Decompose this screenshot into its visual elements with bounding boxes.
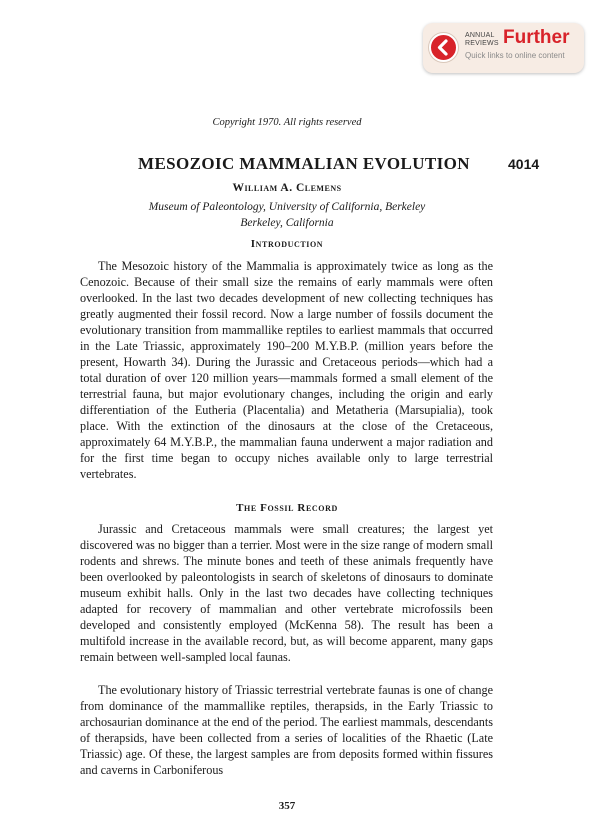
further-logo-text: Further <box>503 27 570 48</box>
further-badge[interactable] <box>423 23 584 73</box>
copyright-notice: Copyright 1970. All rights reserved <box>212 117 362 128</box>
quick-links-text[interactable]: Quick links to online content <box>465 51 565 60</box>
section-heading-fossil-record: The Fossil Record <box>236 502 338 514</box>
article-title: MESOZOIC MAMMALIAN EVOLUTION <box>138 154 470 173</box>
author-affiliation <box>0 199 574 231</box>
paragraph: Jurassic and Cretaceous mammals were small creatures; the largest yet discovered was no bigger than a terrier. Most were in the size range of modern small rodents and shrews. The minute bones and teeth of these animals frequently have been overlooked by paleontologists in search of skeletons of dinosaurs to dominate museum exhibit halls. Only in the last two decades have collecting techniques adapted for recovery of mammalian and other vertebrate microfossils been developed and consistently employed (McKenna 58). The result has been a multifold increase in the available record, but, as will become apparent, many gaps remain between well-sampled local faunas. <box>80 522 493 664</box>
author-name: William A. Clemens <box>232 182 342 194</box>
affiliation-line: Museum of Paleontology, University of California, Berkeley <box>148 201 426 213</box>
article-code: 4014 <box>508 156 540 172</box>
section-heading-introduction: Introduction <box>250 238 324 250</box>
paragraph: The Mesozoic history of the Mammalia is approximately twice as long as the Cenozoic. Because of their small size the remains of early mammals were often overlooked. In the last two decades development of new collecting techniques has greatly augmented their fossil record. Now a large number of fossils document the evolutionary transition from mammallike reptiles to earliest mammals that occurred in the Late Triassic, approximately 190–200 M.Y.B.P. (million years before the present, Howarth 34). During the Jurassic and Cretaceous periods—which had a total duration of over 120 million years—mammals formed a small element of the terrestrial fauna, but major evolutionary changes, including the origin and early differentiation of the Eutheria (Placentalia) and Metatheria (Marsupialia), took place. With the extinction of the dinosaurs at the close of the Cretaceous, approximately 64 M.Y.B.P., the mammalian fauna underwent a major radiation and for the first time began to occupy niches available only to large terrestrial vertebrates. <box>80 259 493 481</box>
affiliation-line: Berkeley, California <box>240 217 334 229</box>
paragraph: The evolutionary history of Triassic terrestrial vertebrate faunas is one of change from dominance of the mammallike reptiles, therapsids, in the Early Triassic to archosaurian dominance at the end of the period. The earliest mammals, descendants of therapsids, have been collected from a series of localities of the Rhaetic (Late Triassic) age. Of these, the largest samples are from deposits formed within fissures and caverns in Carboniferous <box>80 683 493 777</box>
chevron-left-icon <box>429 33 458 62</box>
annual-reviews-logo-text: ANNUAL REVIEWS <box>465 32 499 47</box>
page-number: 357 <box>278 800 296 812</box>
